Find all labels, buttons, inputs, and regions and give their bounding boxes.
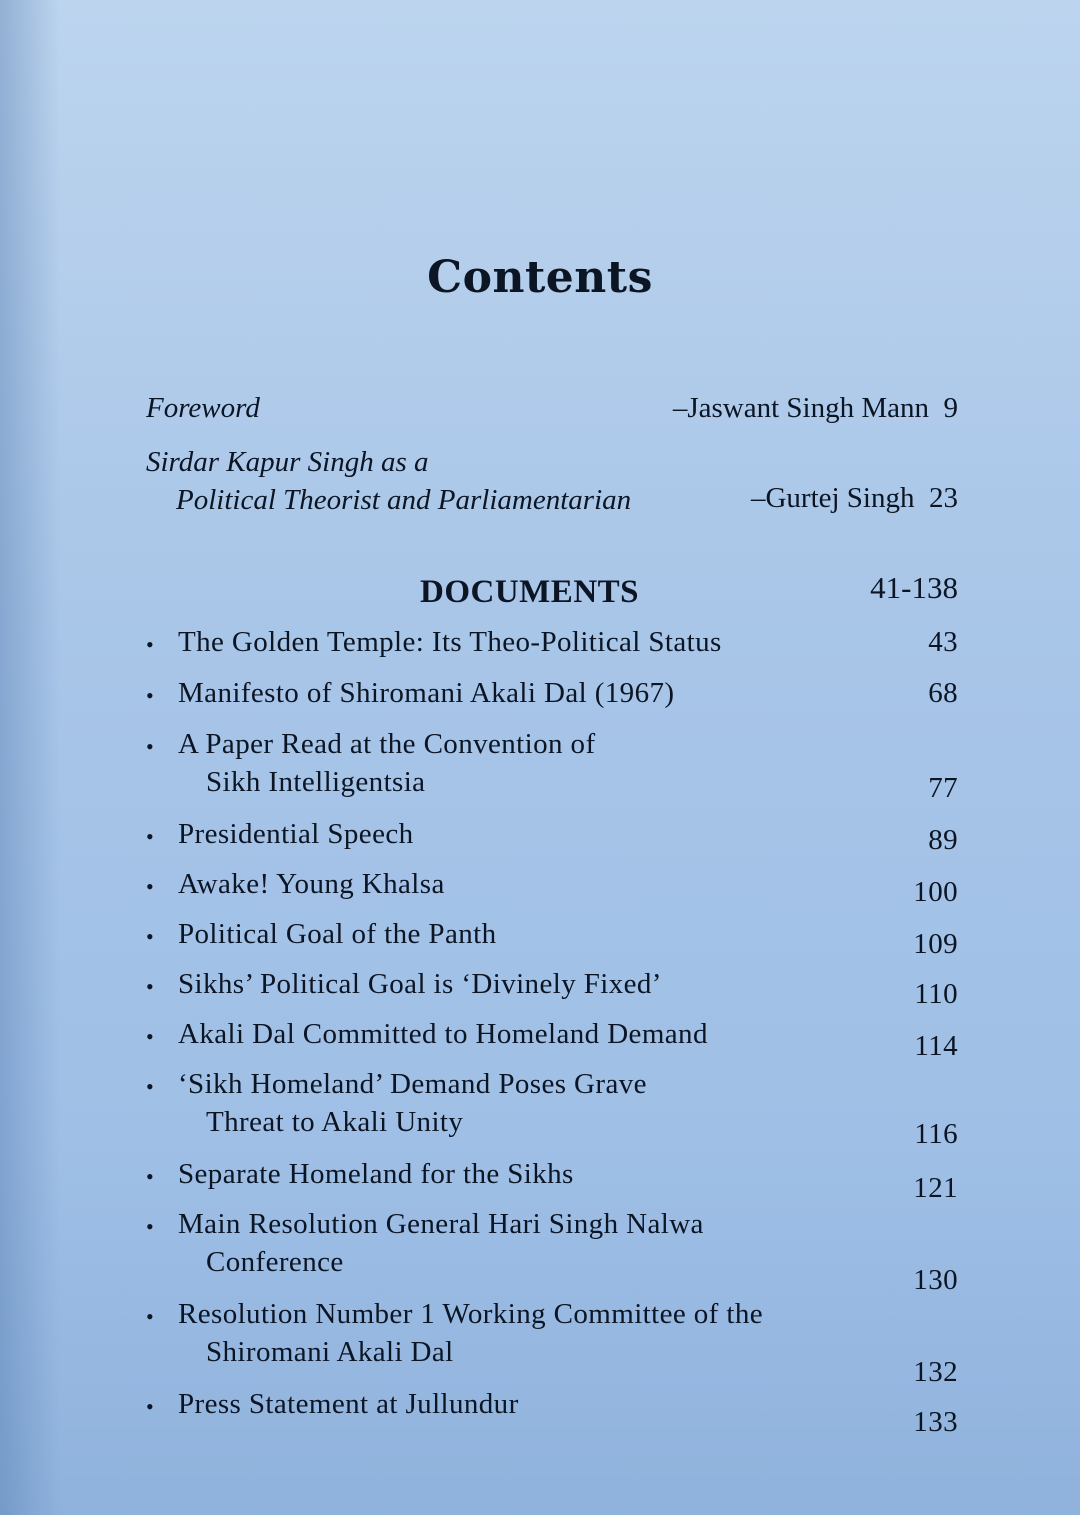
- toc-entry: [146, 1388, 958, 1438]
- entry-title: Presidential Speech: [178, 818, 414, 850]
- entry-page: 130: [913, 1264, 958, 1296]
- foreword-title: Foreword: [146, 392, 260, 424]
- bullet-icon: •: [146, 974, 155, 999]
- entry-title-continued: Sikh Intelligentsia: [206, 766, 426, 798]
- bullet-icon: •: [146, 1304, 155, 1329]
- entry-page: 89: [928, 824, 958, 856]
- toc-entry: [146, 728, 958, 808]
- documents-range: 41-138: [870, 570, 958, 605]
- bullet-icon: •: [146, 874, 155, 899]
- entry-title-continued: Threat to Akali Unity: [206, 1106, 464, 1138]
- entry-page: 133: [913, 1406, 958, 1438]
- essay-author-page: [751, 482, 958, 515]
- entry-page: 132: [913, 1356, 958, 1388]
- entry-page: 114: [914, 1030, 958, 1062]
- entry-page: 43: [928, 626, 958, 658]
- bullet-icon: •: [146, 1024, 155, 1049]
- bullet-icon: •: [146, 683, 155, 708]
- toc-entry: [146, 626, 958, 666]
- entry-page: 121: [913, 1172, 958, 1204]
- entry-title: Akali Dal Committed to Homeland Demand: [178, 1018, 708, 1050]
- bullet-icon: •: [146, 1214, 155, 1239]
- page-edge-shadow: [0, 0, 60, 1515]
- entry-page: 116: [914, 1118, 958, 1150]
- toc-entry: [146, 1298, 958, 1388]
- entry-page: 77: [928, 772, 958, 804]
- toc-entry: [146, 1018, 958, 1062]
- entry-title: A Paper Read at the Convention of: [178, 728, 596, 760]
- entry-title: ‘Sikh Homeland’ Demand Poses Grave: [178, 1068, 647, 1100]
- toc-entry: [146, 1068, 958, 1152]
- entry-title: Main Resolution General Hari Singh Nalwa: [178, 1208, 704, 1240]
- bullet-icon: •: [146, 1394, 155, 1419]
- toc-entry: [146, 1208, 958, 1296]
- bullet-icon: •: [146, 924, 155, 949]
- documents-label: DOCUMENTS: [420, 574, 640, 610]
- toc-entry: [146, 968, 958, 1008]
- entry-title: Press Statement at Jullundur: [178, 1388, 519, 1420]
- toc-entry: [146, 677, 958, 717]
- essay-title-line2: Political Theorist and Parliamentarian: [176, 484, 632, 516]
- bullet-icon: •: [146, 1164, 155, 1189]
- entry-title: The Golden Temple: Its Theo-Political Status: [178, 626, 722, 658]
- entry-page: 100: [913, 876, 958, 908]
- entry-title-continued: Shiromani Akali Dal: [206, 1336, 454, 1368]
- entry-title: Resolution Number 1 Working Committee of the: [178, 1298, 763, 1330]
- foreword-page: 9: [943, 392, 958, 424]
- entry-title: Sikhs’ Political Goal is ‘Divinely Fixed’: [178, 968, 662, 1000]
- page-title: Contents: [427, 252, 653, 303]
- entry-page: 68: [928, 677, 958, 709]
- toc-entry: [146, 868, 958, 908]
- bullet-icon: •: [146, 734, 155, 759]
- entry-title: Separate Homeland for the Sikhs: [178, 1158, 574, 1190]
- essay-page: 23: [929, 482, 958, 514]
- entry-title-continued: Conference: [206, 1246, 344, 1278]
- entry-page: 110: [914, 978, 958, 1010]
- foreword-author: –Jaswant Singh Mann: [672, 392, 929, 424]
- foreword-author-page: [673, 392, 958, 425]
- toc-entry: [146, 818, 958, 858]
- bullet-icon: •: [146, 632, 155, 657]
- bullet-icon: •: [146, 824, 155, 849]
- bullet-icon: •: [146, 1074, 155, 1099]
- toc-entry: [146, 1158, 958, 1204]
- entry-title: Awake! Young Khalsa: [178, 868, 445, 900]
- entry-title: Manifesto of Shiromani Akali Dal (1967): [178, 677, 675, 709]
- essay-author: –Gurtej Singh: [750, 482, 915, 514]
- toc-entry: [146, 918, 958, 958]
- entry-title: Political Goal of the Panth: [178, 918, 497, 950]
- toc-essay: [146, 446, 958, 526]
- toc-foreword: [146, 392, 958, 432]
- essay-title-line1: Sirdar Kapur Singh as a: [146, 446, 429, 478]
- entry-page: 109: [913, 928, 958, 960]
